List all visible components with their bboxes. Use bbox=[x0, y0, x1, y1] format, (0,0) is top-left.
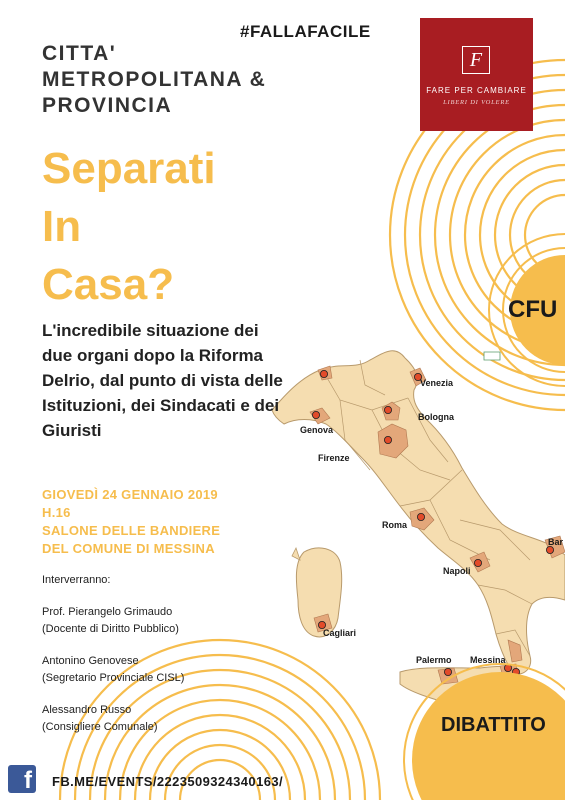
speaker-item bbox=[42, 604, 184, 638]
f-logo-icon: F bbox=[462, 46, 490, 74]
map-label-venezia: Venezia bbox=[420, 378, 454, 388]
speaker-item bbox=[42, 653, 184, 687]
event-details bbox=[42, 486, 220, 558]
hashtag: #FALLAFACILE bbox=[240, 22, 371, 41]
title-line-2: In bbox=[42, 202, 82, 251]
event-venue-line-2: DEL COMUNE DI MESSINA bbox=[42, 541, 215, 556]
speaker-name: Alessandro Russo bbox=[42, 704, 132, 716]
map-label-messina: Messina bbox=[470, 655, 506, 665]
event-time: H.16 bbox=[42, 505, 71, 520]
cfu-badge-label: CFU bbox=[508, 296, 558, 323]
logo-name: FARE PER CAMBIARE bbox=[426, 86, 527, 95]
organizer-line-1: CITTA' bbox=[42, 42, 117, 65]
speaker-role: (Docente di Diritto Pubblico) bbox=[42, 623, 179, 635]
speakers-intro: Interverranno: bbox=[42, 574, 111, 586]
speaker-role: (Segretario Provinciale CISL) bbox=[42, 672, 185, 684]
organizer-line-3: PROVINCIA bbox=[42, 94, 173, 117]
subtitle: L'incredibile situazione dei due organi dopo la Riforma Delrio, dal punto di vista delle Istituzioni, dei Sindacati e dei Giuristi bbox=[42, 321, 283, 440]
speaker-role: (Consigliere Comunale) bbox=[42, 721, 158, 733]
map-label-genova: Genova bbox=[300, 425, 334, 435]
main-title bbox=[42, 140, 216, 314]
map-label-napoli: Napoli bbox=[443, 566, 471, 576]
title-line-3: Casa? bbox=[42, 260, 175, 309]
dibattito-badge-label: DIBATTITO bbox=[441, 714, 546, 736]
event-venue-line-1: SALONE DELLE BANDIERE bbox=[42, 523, 221, 538]
map-label-firenze: Firenze bbox=[318, 453, 350, 463]
event-date: GIOVEDÌ 24 GENNAIO 2019 bbox=[42, 487, 218, 502]
facebook-event-link[interactable]: FB.ME/EVENTS/2223509324340163/ bbox=[52, 774, 283, 789]
organizer-line-2: METROPOLITANA & bbox=[42, 68, 267, 91]
organizer-heading bbox=[42, 41, 266, 119]
speaker-name: Antonino Genovese bbox=[42, 655, 139, 667]
map-label-bari: Bar bbox=[548, 537, 564, 547]
map-label-bologna: Bologna bbox=[418, 412, 454, 422]
facebook-icon[interactable]: f bbox=[8, 765, 36, 793]
map-label-roma: Roma bbox=[382, 520, 408, 530]
logo-tagline: LIBERI DI VOLERE bbox=[443, 99, 510, 106]
title-line-1: Separati bbox=[42, 144, 216, 193]
map-label-cagliari: Cagliari bbox=[323, 628, 357, 638]
speaker-name: Prof. Pierangelo Grimaudo bbox=[42, 606, 173, 618]
speakers-section bbox=[42, 572, 184, 751]
map-label-palermo: Palermo bbox=[416, 655, 452, 665]
speaker-item bbox=[42, 702, 184, 736]
logo-badge bbox=[420, 18, 533, 131]
